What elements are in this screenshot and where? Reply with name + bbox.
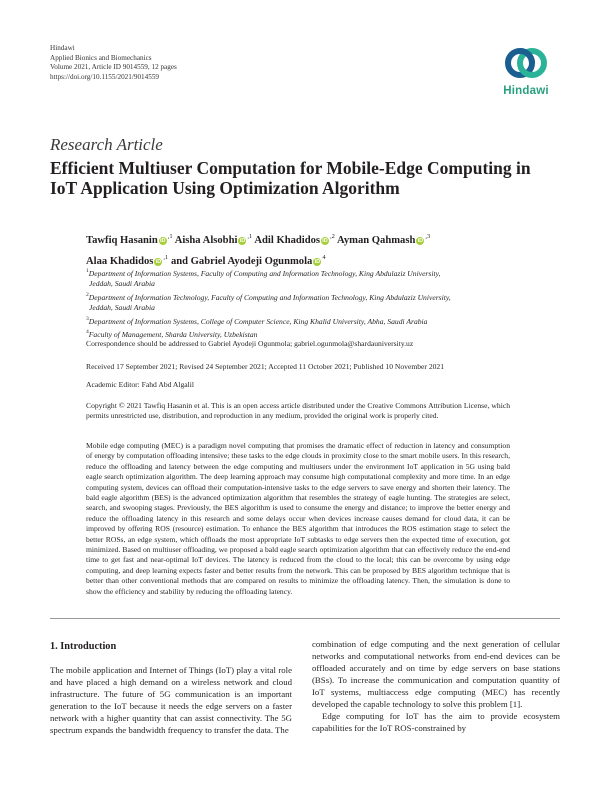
author-name: and Gabriel Ayodeji Ogunmola <box>170 256 313 267</box>
author-list <box>86 228 526 270</box>
orcid-icon[interactable]: iD <box>160 238 166 244</box>
affiliation <box>86 314 536 327</box>
author-name: Aisha Alsobhi <box>174 235 238 246</box>
author-affiliation: ,1 <box>167 233 173 240</box>
section-heading: 1. Introduction <box>50 641 117 652</box>
affiliation-number: 2 <box>86 291 89 298</box>
affiliation-text: Department of Information Technology, Faculty of Computing and Information Technology, King Abdulaziz University, <box>88 292 451 302</box>
article-type: Research Article <box>50 135 163 154</box>
author-affiliation: ,2 <box>330 233 335 240</box>
author-name: Alaa Khadidos <box>86 256 154 267</box>
paper-title: Efficient Multiuser Computation for Mobile-Edge Computing in IoT Application Using Optimization Algorithm <box>50 158 531 198</box>
orcid-icon[interactable]: iD <box>155 259 162 265</box>
affiliation-number: 4 <box>86 329 89 336</box>
paragraph: Edge computing for IoT has the aim to provide ecosystem capabilities for the IoT ROS-constrained by <box>312 711 560 734</box>
author-affiliation: 4 <box>322 254 326 261</box>
publication-dates: Received 17 September 2021; Revised 24 September 2021; Accepted 11 October 2021; Published 10 November 2021 <box>86 362 445 371</box>
journal-meta <box>50 44 177 82</box>
author-name: Adil Khadidos <box>254 235 321 246</box>
doi-link[interactable]: https://doi.org/10.1155/2021/9014559 <box>50 72 160 81</box>
affiliation-text: Department of Information Systems, Faculty of Computing and Information Technology, King Abdulaziz University, <box>88 269 441 278</box>
author-name: Ayman Qahmash <box>336 235 416 246</box>
affiliation <box>86 266 536 279</box>
intro-column-left <box>50 664 292 736</box>
affiliation <box>86 290 536 303</box>
author-affiliation: ,3 <box>425 233 431 240</box>
affiliation-number: 3 <box>86 315 89 322</box>
affiliation-continued: Jeddah, Saudi Arabia <box>89 303 155 313</box>
paragraph: combination of edge computing and the next generation of cellular networks and computational networks from end-end devices can be offloaded accurately and on time by edge servers on base stations (BSs). To increase the communication and computation quantity of IoT systems, multiaccess edge computing (MEC) has recently developed the capable technology to solve this problem [1]. <box>312 639 560 710</box>
logo-text: Hindawi <box>503 85 549 97</box>
paragraph: The mobile application and Internet of Things (IoT) play a vital role and have placed a high demand on a wireless network and cloud infrastructure. The future of 5G communication is an important generation to the IoT because it needs the edge servers on a faster network with a higher quantity that can assist connectivity. The 5G spectrum expands the bandwidth frequency to transfer the data. The <box>50 665 292 736</box>
section-divider <box>50 618 560 619</box>
author-affiliation: ,1 <box>163 254 169 261</box>
volume-info: Volume 2021, Article ID 9014559, 12 pages <box>50 63 177 72</box>
intro-column-right <box>312 638 560 734</box>
copyright-notice: Copyright © 2021 Tawfiq Hasanin et al. This is an open access article distributed under the Creative Commons Attribution License, which permits unrestricted use, distribution, and reproduction in any medium, provided the original work is properly cited. <box>86 401 510 421</box>
author-affiliation: ,1 <box>247 233 253 240</box>
journal-name: Applied Bionics and Biomechanics <box>50 53 152 62</box>
affiliation-number: 1 <box>86 268 89 274</box>
orcid-icon[interactable]: iD <box>314 259 321 265</box>
orcid-icon[interactable]: iD <box>239 238 246 244</box>
orcid-icon[interactable]: iD <box>322 238 328 244</box>
hindawi-logo-icon <box>503 42 549 84</box>
abstract: Mobile edge computing (MEC) is a paradigm novel computing that promises the dramatic effect of reduction in latency and consumption of energy by computation offloading intensive; these tasks to the edge clouds in proximity close to the smart mobile users. In this research, reduce the offloading and latency between the edge computing and multiusers under the environment IoT application in 5G using bald eagle search optimization algorithm. The deep learning approach may consume high computational complexity and more time. In an edge computing system, devices can offload their computation-intensive tasks to the edge servers to save energy and shorten their latency. The bald eagle algorithm (BES) is the advanced optimization algorithm that resembles the strategy of eagle hunting. The strategies are select, search, and swooping stages. Previously, the BES algorithm is used to consume the energy and distance; to improve the better energy and reduce the offloading latency in this research and some delays occur when devices increase causes demand for cloud data, it can be improved by offering ROS (resource) estimation. To enhance the BES algorithm that introduces the ROS estimation stage to select the better ROSs, an edge system, which offloads the most appropriate IoT subtasks to edge servers then the expected time of execution, got minimized. Based on multiuser offloading, we proposed a bald eagle search optimization algorithm that can effectively reduce the end-end time to get fast and near-optimal IoT devices. The latency is reduced from the cloud to the local; this can be overcome by using edge computing, and deep learning expects faster and better results from the network. This can be proposed by BES algorithm technique that is better than other conventional methods that are compared on results to minimize the offloading latency. Then, the simulation is done to show the efficiency and stability by reducing the offloading latency. <box>86 441 510 596</box>
affiliation-text: Faculty of Management, Sharda University, Uzbekistan <box>88 330 258 340</box>
hindawi-logo[interactable] <box>496 42 556 112</box>
affiliation-text: Department of Information Systems, College of Computer Science, King Khalid University, Abha, Saudi Arabia <box>88 316 428 326</box>
affiliation-continued: Jeddah, Saudi Arabia <box>89 279 155 289</box>
publisher-name: Hindawi <box>50 44 75 52</box>
orcid-icon[interactable]: iD <box>417 238 424 244</box>
affiliations <box>86 266 536 340</box>
academic-editor: Academic Editor: Fahd Abd Algalil <box>86 380 194 389</box>
correspondence: Correspondence should be addressed to Gabriel Ayodeji Ogunmola; gabriel.ogunmola@shardauniversity.uz <box>86 339 414 348</box>
author-name: Tawfiq Hasanin <box>86 235 158 246</box>
